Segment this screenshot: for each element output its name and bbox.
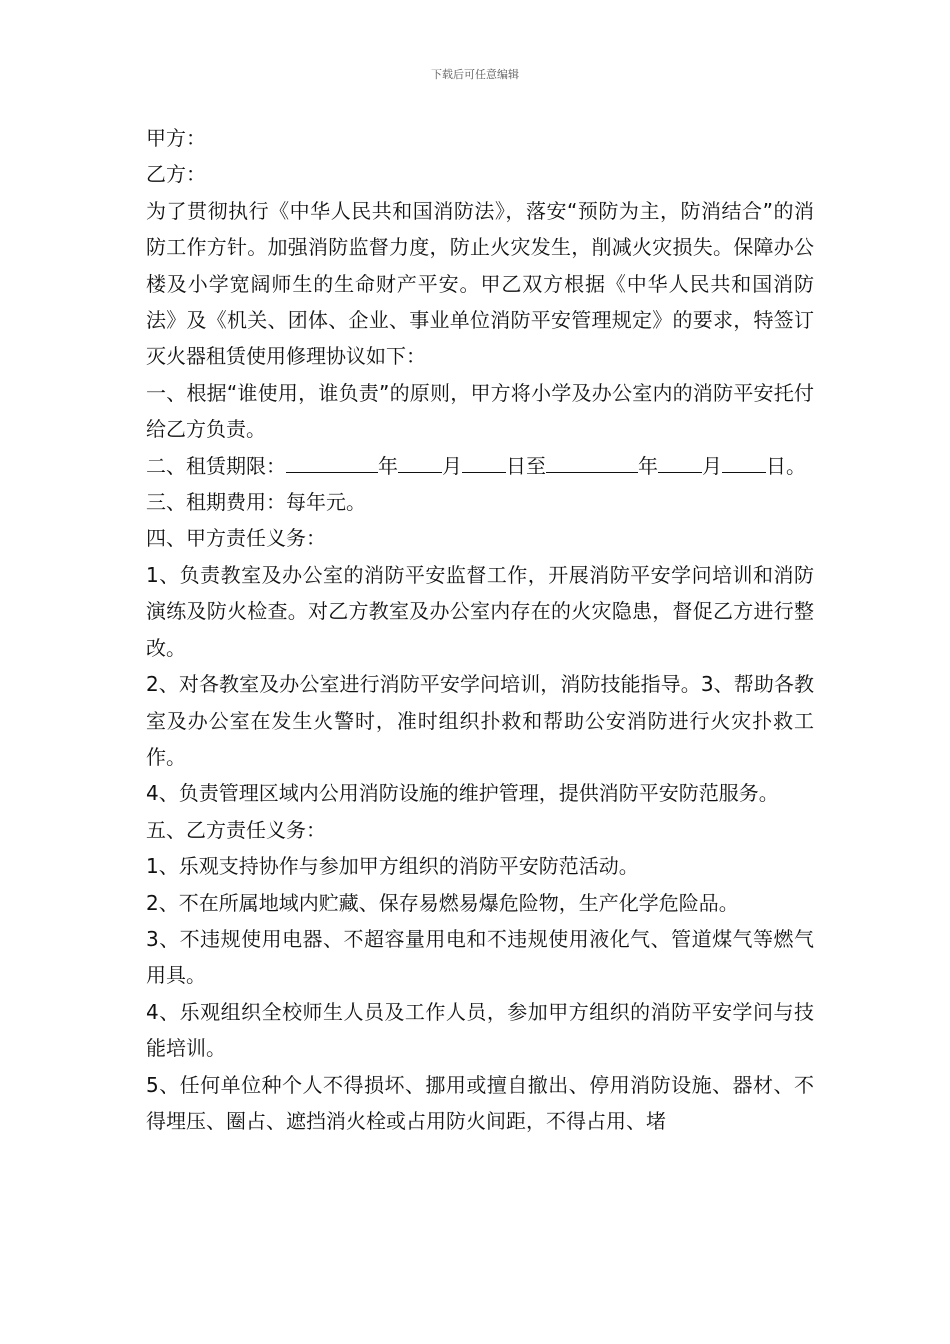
party-b-duty-5: 5、任何单位种个人不得损坏、挪用或擅自撤出、停用消防设施、器材、不得埋压、圈占、遮挡消火栓或占用防火间距，不得占用、堵 — [146, 1072, 814, 1133]
party-a-duty-2-3: 2、对各教室及办公室进行消防平安学问培训，消防技能指导。3、帮助各教室及办公室在发生火警时，准时组织扑救和帮助公安消防进行火灾扑救工作。 — [146, 672, 814, 769]
lease-prefix: 二、租赁期限： — [146, 453, 286, 478]
party-a-line: 甲方： — [146, 126, 206, 150]
party-b-duty-2: 2、不在所属地域内贮藏、保存易燃易爆危险物，生产化学危险品。 — [146, 890, 739, 915]
preamble-paragraph: 为了贯彻执行《中华人民共和国消防法》，落安“预防为主，防消结合”的消防工作方针。加强消防监督力度，防止火灾发生，削减火灾损失。保障办公楼及小学宽阔师生的生命财产平安。甲乙双方根据《中华人民共和国消防法》及《机关、团体、企业、事业单位消防平安管理规定》的要求，特签订灭火器租赁使用修理协议如下： — [146, 198, 814, 369]
end-year-blank — [546, 450, 638, 473]
end-month-blank — [658, 450, 702, 473]
start-year-blank — [286, 450, 378, 473]
party-b-duty-1: 1、乐观支持协作与参加甲方组织的消防平安防范活动。 — [146, 854, 639, 879]
start-month-blank — [398, 450, 442, 473]
start-day-blank — [462, 450, 506, 473]
day-to-label: 日至 — [506, 453, 546, 478]
document-body — [146, 120, 814, 1139]
end-year-label: 年 — [638, 453, 658, 478]
end-day-blank — [722, 450, 766, 473]
page-header: 下载后可任意编辑 — [431, 68, 519, 81]
fee-paragraph: 三、租期费用：每年元。 — [146, 490, 366, 515]
party-a-duty-4: 4、负责管理区域内公用消防设施的维护管理，提供消防平安防范服务。 — [146, 781, 779, 806]
end-month-label: 月 — [702, 453, 722, 478]
clause-1-paragraph: 一、根据“谁使用，谁负责”的原则，甲方将小学及办公室内的消防平安托付给乙方负责。 — [146, 380, 814, 442]
party-a-duty-1: 1、负责教室及办公室的消防平安监督工作，开展消防平安学问培训和消防演练及防火检查。对乙方教室及办公室内存在的火灾隐患，督促乙方进行整改。 — [146, 562, 814, 660]
start-month-label: 月 — [442, 453, 462, 478]
party-b-line: 乙方： — [146, 162, 206, 187]
party-b-duty-3: 3、不违规使用电器、不超容量用电和不违规使用液化气、管道煤气等燃气用具。 — [146, 926, 814, 988]
party-a-duties-heading: 四、甲方责任义务： — [146, 526, 326, 551]
lease-period-paragraph — [146, 448, 814, 484]
start-year-label: 年 — [378, 453, 398, 478]
party-b-duties-heading: 五、乙方责任义务： — [146, 817, 326, 842]
end-day-label: 日。 — [766, 453, 806, 478]
party-b-duty-4: 4、乐观组织全校师生人员及工作人员，参加甲方组织的消防平安学问与技能培训。 — [146, 999, 814, 1061]
